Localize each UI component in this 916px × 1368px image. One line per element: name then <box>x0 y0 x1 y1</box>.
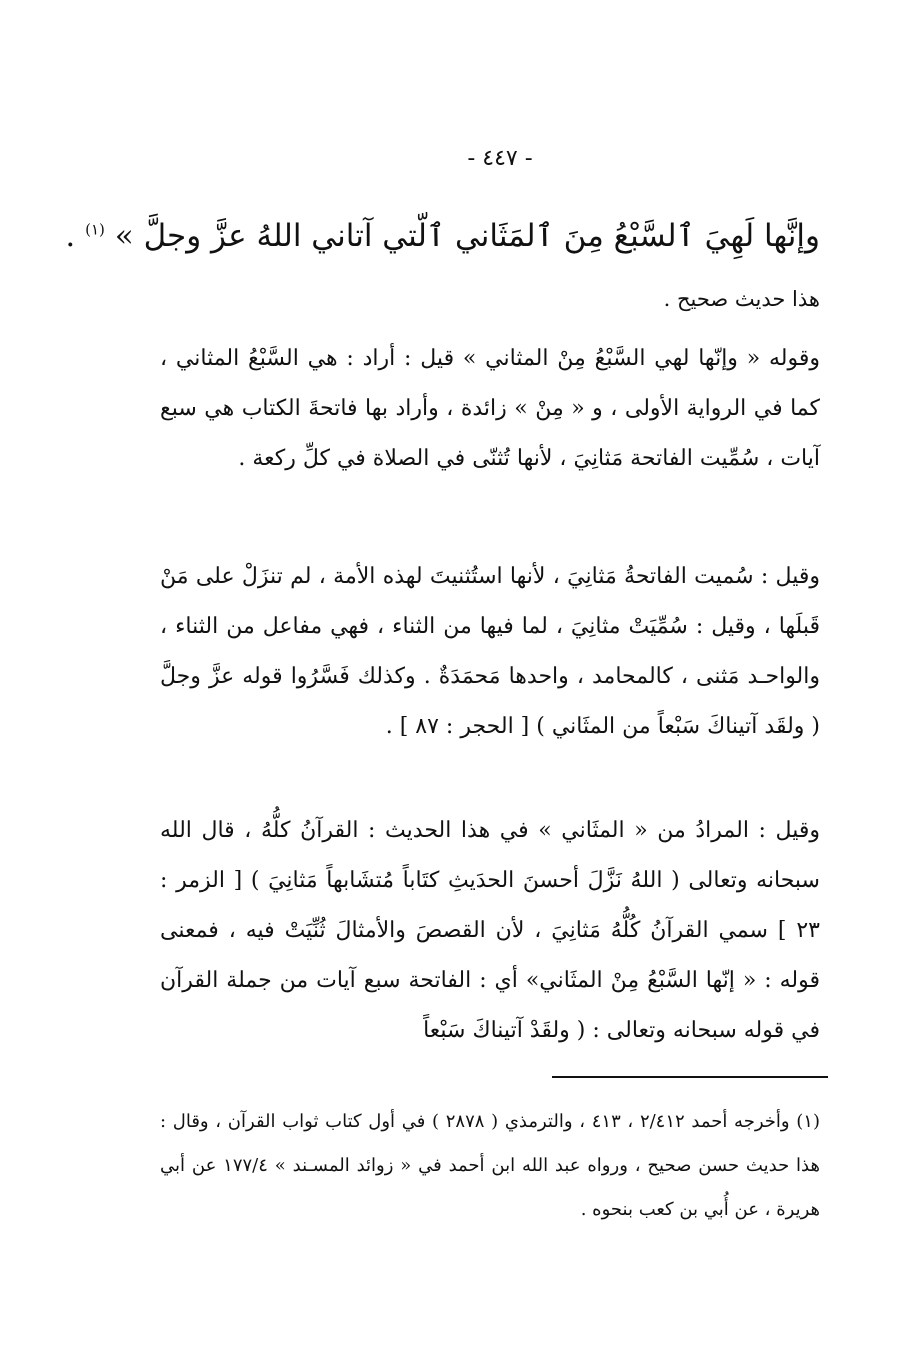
footnote-divider <box>552 1076 828 1078</box>
commentary-paragraph-2: وقيل : سُميت الفاتحةُ مَثانِيَ ، لأنها استُثنيتَ لهذه الأمة ، لم تنزَلْ على مَنْ قَبلَها ، وقيل : سُمِّيَتْ مثانِيَ ، لما فيها من الثناء ، فهي مفاعل من الثناء ، والواحـد مَثنى ، كالمحامد ، واحدها مَحمَدَةٌ . وكذلك فَسَّرُوا قوله عزَّ وجلَّ ( ولقَد آتيناكَ سَبْعاً من المثَاني ) [ الحجر : ٨٧ ] . <box>160 564 820 739</box>
hadith-text: وإنَّها لَهِيَ ٱلسَّبْعُ مِنَ ٱلمَثَاني ٱلّتي آتاني اللهُ عزَّ وجلَّ » <box>114 218 820 254</box>
commentary-paragraph-3: وقيل : المرادُ من « المثَاني » في هذا الحديث : القرآنُ كلُّهُ ، قال الله سبحانه وتعالى ( اللهُ نَزَّلَ أحسنَ الحدَيثِ كتَاباً مُتشَابهاً مَثانِيَ ) [ الزمر : ٢٣ ] سمي القرآنُ كُلُّهُ مَثانِيَ ، لأن القصصَ والأمثالَ ثُنِّيَتْ فيه ، فمعنى قوله : « إنّها السَّبْعُ مِنْ المثَاني» أي : الفاتحة سبع آيات من جملة القرآن في قوله سبحانه وتعالى : ( ولقَدْ آتيناكَ سَبْعاً <box>160 818 820 1043</box>
footnote-reference: (١) <box>85 220 105 239</box>
hadith-line <box>65 208 820 264</box>
footnote: (١) وأخرجه أحمد ٢/٤١٢ ، ٤١٣ ، والترمذي ( ٢٨٧٨ ) في أول كتاب ثواب القرآن ، وقال : هذا حديث حسن صحيح ، ورواه عبد الله ابن أحمد في « زوائد المسـند » ١٧٧/٤ عن أبي هريرة ، عن أُبي بن كعب بنحوه . <box>160 1111 820 1220</box>
hadith-end: . <box>65 218 86 254</box>
hadith-grading: هذا حديث صحيح . <box>663 287 820 311</box>
page-number: - ٤٤٧ - <box>467 146 533 171</box>
commentary-paragraph-1: وقوله « وإنّها لهي السَّبْعُ مِنْ المثاني » قيل : أراد : هي السَّبْعُ المثاني ، كما في الرواية الأولى ، و « مِنْ » زائدة ، وأراد بها فاتحةَ الكتاب هي سبع آيات ، سُمِّيت الفاتحة مَثانِيَ ، لأنها تُثنّى في الصلاة في كلِّ ركعة . <box>160 346 820 471</box>
